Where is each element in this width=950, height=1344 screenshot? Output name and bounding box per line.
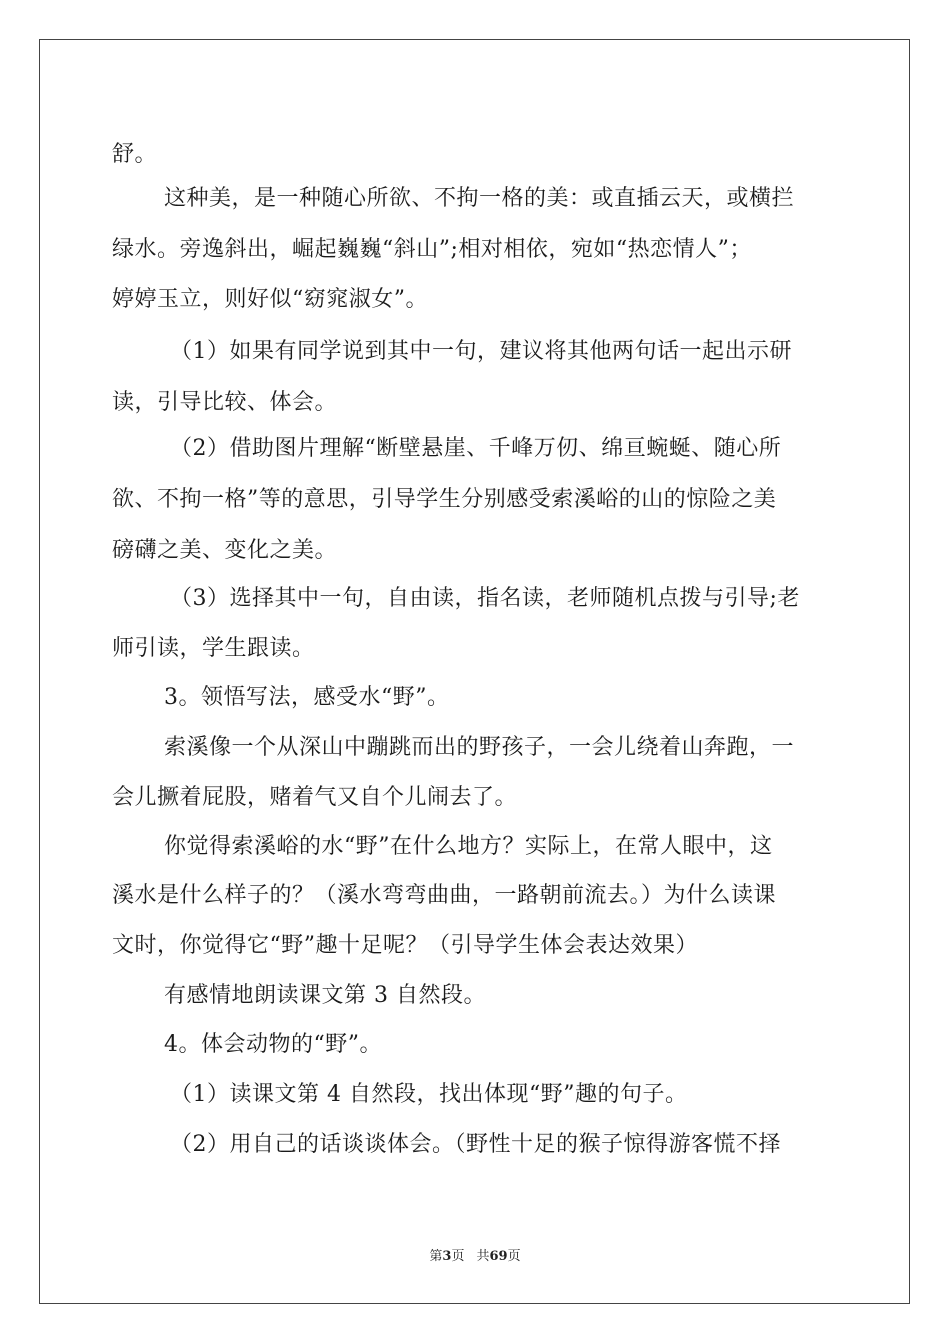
total-prefix: 共 [476,1249,490,1264]
text-line: 绿水。旁逸斜出，崛起巍巍“斜山”;相对相依，宛如“热恋情人”； [112,237,752,262]
text-line: 磅礴之美、变化之美。 [112,538,338,563]
text-line: 欲、不拘一格”等的意思，引导学生分别感受索溪峪的山的惊险之美 [112,487,777,512]
section-heading: 4。体会动物的“野”。 [164,1032,382,1057]
text-line: 这种美，是一种随心所欲、不拘一格的美：或直插云天，或横拦 [164,186,795,211]
text-line: （1）读课文第 4 自然段，找出体现“野”趣的句子。 [170,1082,688,1107]
text-line: 你觉得索溪峪的水“野”在什么地方？实际上，在常人眼中，这 [164,834,773,859]
section-heading: 3。领悟写法，感受水“野”。 [164,685,450,710]
text-line: （3）选择其中一句，自由读，指名读，老师随机点拨与引导;老 [170,586,800,611]
page-number: 3 [442,1249,452,1264]
text-line: 文时，你觉得它“野”趣十足呢？（引导学生体会表达效果） [112,933,698,958]
page-border [39,39,910,1304]
text-line: 舒。 [112,142,158,167]
text-line: （2）借助图片理解“断壁悬崖、千峰万仞、绵亘蜿蜒、随心所 [170,436,782,461]
page-footer [0,1248,950,1266]
text-line: 索溪像一个从深山中蹦跳而出的野孩子，一会儿绕着山奔跑，一 [164,735,795,760]
page-prefix: 第 [429,1249,443,1264]
text-line: 会儿撅着屁股，赌着气又自个儿闹去了。 [112,785,518,810]
text-line: 溪水是什么样子的？（溪水弯弯曲曲，一路朝前流去。）为什么读课 [112,883,777,908]
text-line: 师引读，学生跟读。 [112,636,315,661]
total-pages: 69 [489,1249,508,1264]
text-line: 有感情地朗读课文第 3 自然段。 [164,983,486,1008]
page-suffix: 页 [451,1249,465,1264]
text-line: （1）如果有同学说到其中一句，建议将其他两句话一起出示研 [170,339,792,364]
text-line: 婷婷玉立，则好似“窈窕淑女”。 [112,287,428,312]
text-line: （2）用自己的话谈谈体会。（野性十足的猴子惊得游客慌不择 [170,1132,781,1157]
total-suffix: 页 [507,1249,521,1264]
text-line: 读，引导比较、体会。 [112,390,338,415]
